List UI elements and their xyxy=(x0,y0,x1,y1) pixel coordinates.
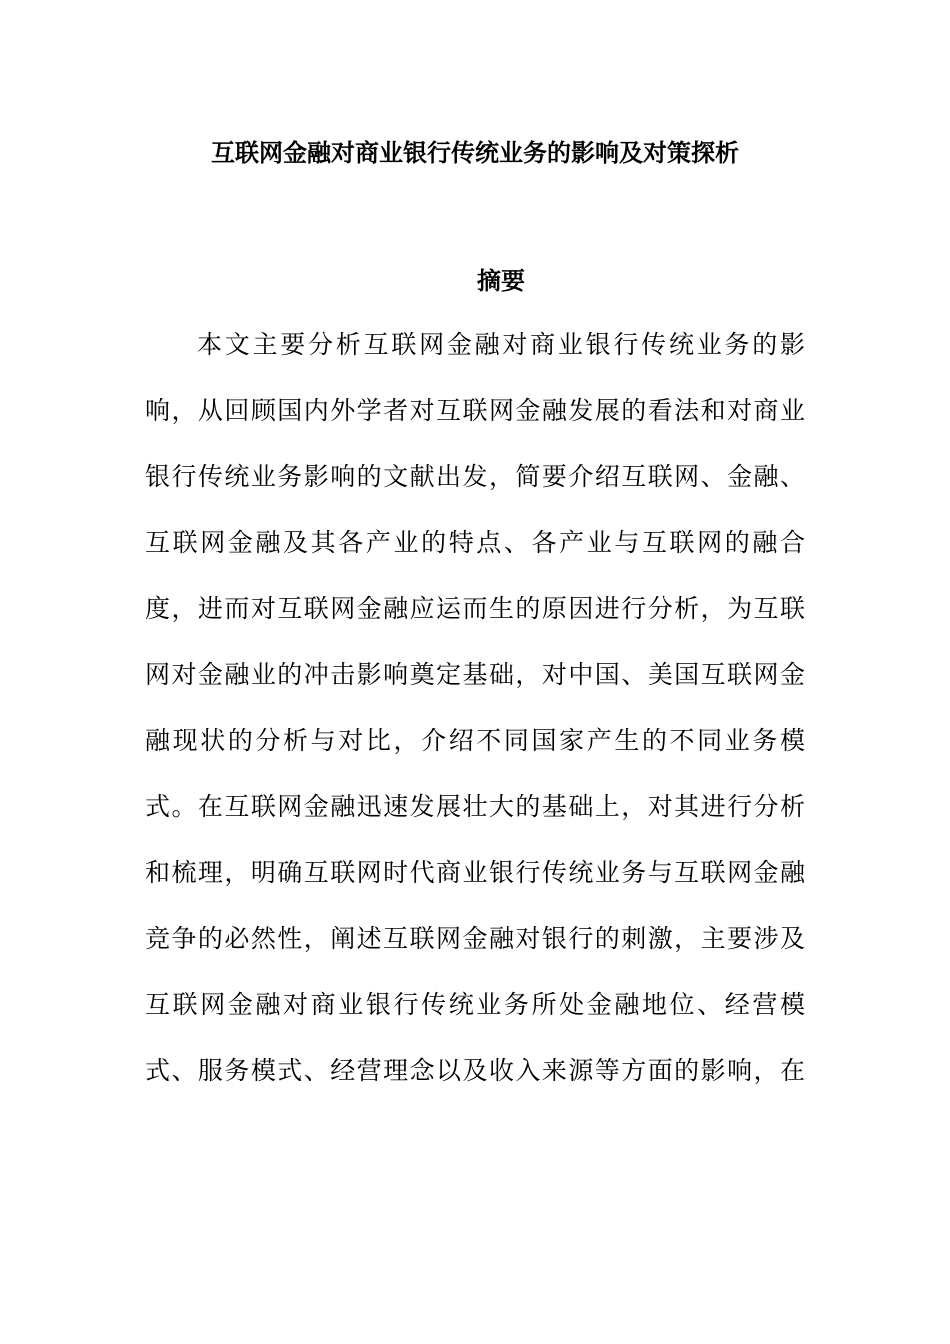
abstract-line: 式、服务模式、经营理念以及收入来源等方面的影响，在 xyxy=(145,1056,805,1085)
abstract-line: 度，进而对互联网金融应运而生的原因进行分析，为互联 xyxy=(145,594,805,623)
abstract-body xyxy=(145,325,805,1117)
abstract-line: 响，从回顾国内外学者对互联网金融发展的看法和对商业 xyxy=(145,396,805,425)
abstract-heading: 摘要 xyxy=(477,266,525,295)
abstract-line: 互联网金融对商业银行传统业务所处金融地位、经营模 xyxy=(145,990,805,1019)
abstract-line: 互联网金融及其各产业的特点、各产业与互联网的融合 xyxy=(145,528,805,557)
abstract-line: 竞争的必然性，阐述互联网金融对银行的刺激，主要涉及 xyxy=(145,924,805,953)
abstract-line: 融现状的分析与对比，介绍不同国家产生的不同业务模 xyxy=(145,726,805,755)
abstract-line: 本文主要分析互联网金融对商业银行传统业务的影 xyxy=(197,330,805,359)
abstract-line: 式。在互联网金融迅速发展壮大的基础上，对其进行分析 xyxy=(145,792,805,821)
document-title: 互联网金融对商业银行传统业务的影响及对策探析 xyxy=(211,138,739,167)
abstract-line: 网对金融业的冲击影响奠定基础，对中国、美国互联网金 xyxy=(145,660,805,689)
abstract-line: 和梳理，明确互联网时代商业银行传统业务与互联网金融 xyxy=(145,858,805,887)
abstract-line: 银行传统业务影响的文献出发，简要介绍互联网、金融、 xyxy=(145,462,805,491)
